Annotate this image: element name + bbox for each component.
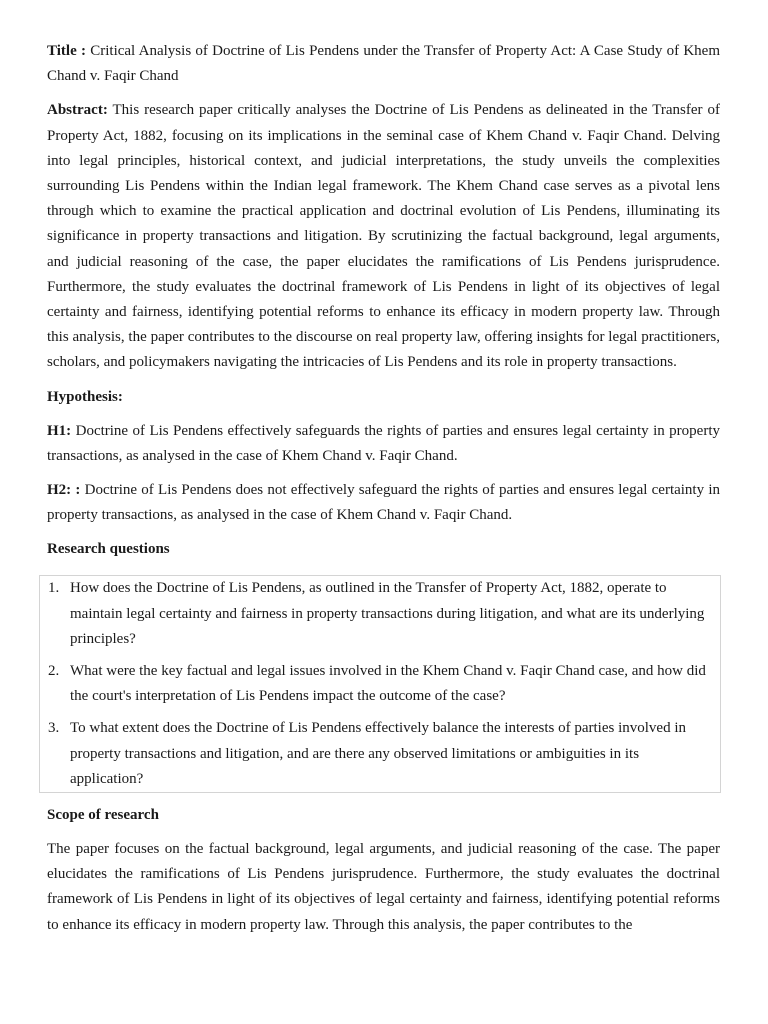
list-item <box>48 716 714 792</box>
h1-text: Doctrine of Lis Pendens effectively safeguards the rights of parties and ensures legal certainty in property transactions, as analysed in the case of Khem Chand v. Faqir Chand. <box>47 422 720 464</box>
hypothesis-heading: Hypothesis: <box>47 388 123 405</box>
research-questions-heading: Research questions <box>47 541 170 558</box>
title-text: Critical Analysis of Doctrine of Lis Pendens under the Transfer of Property Act: A Case Study of Khem Chand v. Faqir Chand <box>47 43 721 85</box>
h1-label: H1: <box>47 422 72 439</box>
list-item-text: To what extent does the Doctrine of Lis Pendens effectively balance the interests of parties involved in property transactions and litigation, and are there any observed limitations or ambiguities in its application? <box>70 720 686 787</box>
list-item-text: How does the Doctrine of Lis Pendens, as outlined in the Transfer of Property Act, 1882, operate to maintain legal certainty and fairness in property transactions during litigation, and what are its underlying principles? <box>70 580 705 647</box>
hypothesis-h2 <box>47 478 720 528</box>
list-item-text: What were the key factual and legal issues involved in the Khem Chand v. Faqir Chand case, and how did the court's interpretation of Lis Pendens impact the outcome of the case? <box>70 663 706 705</box>
list-item-number: 2. <box>48 663 60 680</box>
list-item-number: 3. <box>48 720 60 737</box>
list-item-number: 1. <box>48 580 60 597</box>
list-item <box>48 659 714 709</box>
abstract-text: This research paper critically analyses the Doctrine of Lis Pendens as delineated in the Transfer of Property Act, 1882, focusing on its implications in the seminal case of Khem Chand v. Faqir Chand. Delving into legal principles, historical context, and judicial interpretations, the study unveils the complexities surrounding Lis Pendens within the Indian legal framework. The Khem Chand case serves as a pivotal lens through which to examine the practical application and doctrinal evolution of Lis Pendens, illuminating its significance in property transactions and litigation. By scrutinizing the factual background, legal arguments, and judicial reasoning of the case, the paper elucidates the ramifications of Lis Pendens jurisprudence. Furthermore, the study evaluates the doctrinal framework of Lis Pendens in light of its objectives of legal certainty and fairness, identifying potential reforms to enhance its efficacy in modern property law. Through this analysis, the paper contributes to the discourse on real property law, offering insights for legal practitioners, scholars, and policymakers navigating the intricacies of Lis Pendens and its role in property transactions. <box>47 102 720 371</box>
research-questions-box <box>39 575 721 793</box>
h2-text: Doctrine of Lis Pendens does not effectively safeguard the rights of parties and ensures legal certainty in property transactions, as analysed in the case of Khem Chand v. Faqir Chand. <box>47 482 720 524</box>
scope-heading: Scope of research <box>47 807 159 824</box>
abstract-paragraph <box>47 98 720 375</box>
research-questions-list <box>40 576 720 792</box>
abstract-label: Abstract: <box>47 102 108 119</box>
list-item <box>48 576 714 652</box>
title-paragraph <box>47 39 720 89</box>
hypothesis-h1 <box>47 419 720 469</box>
h2-label: H2: : <box>47 482 81 499</box>
title-label: Title : <box>47 43 86 59</box>
document-page <box>47 39 720 938</box>
scope-paragraph: The paper focuses on the factual background, legal arguments, and judicial reasoning of the case. The paper elucidates the ramifications of Lis Pendens jurisprudence. Furthermore, the study evaluates the doctrinal framework of Lis Pendens in light of its objectives of legal certainty and fairness, identifying potential reforms to enhance its efficacy in modern property law. Through this analysis, the paper contributes to the <box>47 841 720 933</box>
